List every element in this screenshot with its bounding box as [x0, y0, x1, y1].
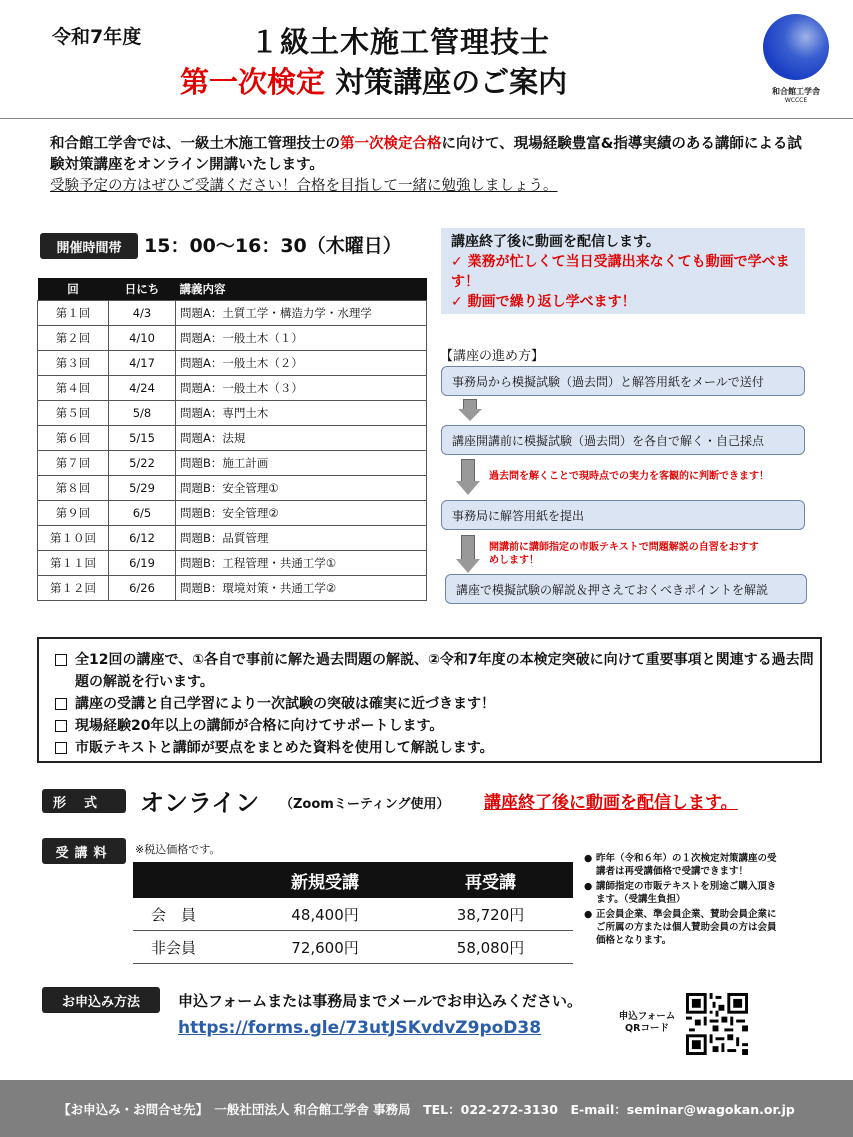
down-arrow-icon: [456, 559, 480, 573]
fee-cell: 非会員: [133, 931, 242, 964]
fee-side-text: 正会員企業、準会員企業、賛助会員企業にご所属の方または個人賛助会員の方は会員価格となります。: [596, 909, 777, 946]
table-row: [38, 326, 427, 351]
table-row: [38, 476, 427, 501]
checkbox-square-icon: [55, 698, 67, 710]
down-arrow-icon: [458, 409, 482, 421]
format-video-note: 講座終了後に動画を配信します。: [484, 793, 738, 813]
fee-col-header: 再受講: [408, 862, 573, 898]
list-item: [584, 908, 784, 947]
fee-side-notes: [584, 852, 784, 949]
time-label: 開催時間帯: [40, 233, 138, 259]
schedule-cell: 第８回: [38, 476, 109, 501]
time-value: 15：00～16：30（木曜日）: [144, 235, 402, 257]
table-row: [38, 576, 427, 601]
schedule-cell: 第３回: [38, 351, 109, 376]
table-row: [38, 301, 427, 326]
intro: [50, 134, 810, 197]
subtitle-rest: 対策講座のご案内: [335, 65, 568, 99]
schedule-cell: 問題A：一般土木（３）: [176, 376, 427, 401]
fee-label: 受講料: [42, 838, 126, 864]
schedule-cell: 6/5: [109, 501, 176, 526]
bullet-icon: ●: [584, 909, 593, 920]
logo: [760, 14, 832, 104]
schedule-cell: 問題B：環境対策・共通工学②: [176, 576, 427, 601]
schedule-cell: 問題A：一般土木（２）: [176, 351, 427, 376]
schedule-cell: 問題A：一般土木（１）: [176, 326, 427, 351]
flow-step-1: 事務局から模擬試験（過去問）と解答用紙をメールで送付: [441, 366, 805, 396]
page-subtitle: [180, 60, 567, 101]
col-header: 日にち: [109, 278, 176, 301]
schedule-cell: 第１１回: [38, 551, 109, 576]
table-row: [38, 551, 427, 576]
table-row: [133, 898, 573, 931]
schedule-cell: 問題B：安全管理②: [176, 501, 427, 526]
logo-abbr: WCCCE: [784, 97, 808, 104]
table-row: [133, 931, 573, 964]
qr-label: 申込フォーム QRコード: [618, 1011, 676, 1034]
schedule-cell: 5/15: [109, 426, 176, 451]
format-sub: （Zoomミーティング使用）: [280, 797, 450, 812]
logo-circle-icon: [763, 14, 829, 80]
video-info-box: [441, 228, 805, 314]
schedule-cell: 4/17: [109, 351, 176, 376]
schedule-cell: 5/22: [109, 451, 176, 476]
apply-link[interactable]: https://forms.gle/73utJSKvdvZ9poD38: [178, 1018, 542, 1038]
point-text: 現場経験20年以上の講師が合格に向けてサポートします。: [75, 718, 444, 734]
fee-cell: 会 員: [133, 898, 242, 931]
point-item: [55, 649, 820, 693]
fee-cell: 48,400円: [242, 898, 408, 931]
table-row: [38, 351, 427, 376]
video-item: ✓ 業務が忙しくて当日受講出来なくても動画で学べます！: [451, 254, 790, 290]
fee-note: ※税込価格です。: [135, 843, 221, 856]
qr-code-icon[interactable]: [686, 993, 748, 1055]
schedule-cell: 問題B：工程管理・共通工学①: [176, 551, 427, 576]
down-arrow-icon: [461, 535, 475, 561]
video-head: 講座終了後に動画を配信します。: [451, 234, 660, 250]
schedule-cell: 第９回: [38, 501, 109, 526]
table-row: [38, 526, 427, 551]
schedule-cell: 問題A：専門土木: [176, 401, 427, 426]
schedule-cell: 問題B：安全管理①: [176, 476, 427, 501]
schedule-cell: 問題B：施工計画: [176, 451, 427, 476]
subtitle-red: 第一次検定: [180, 65, 326, 99]
list-item: [584, 852, 784, 878]
schedule-cell: 4/3: [109, 301, 176, 326]
table-row: [38, 376, 427, 401]
fee-side-text: 講師指定の市販テキストを別途ご購入頂きます。（受講生負担）: [596, 881, 777, 905]
point-text: 講座の受講と自己学習により一次試験の突破は確実に近づきます！: [75, 696, 495, 712]
apply-text: 申込フォームまたは事務局までメールでお申込みください。: [178, 992, 582, 1010]
col-header: 講義内容: [176, 278, 427, 301]
intro-text-b: に向けて、現場経験豊富&指導実績のある講師による試験対策講座をオンライン開講いたします。: [50, 136, 802, 173]
point-item: [55, 737, 820, 759]
schedule-cell: 4/10: [109, 326, 176, 351]
point-item: [55, 715, 820, 737]
fee-cell: 72,600円: [242, 931, 408, 964]
fee-col-header: [133, 862, 242, 898]
intro-text-red: 第一次検定合格: [340, 136, 442, 152]
intro-text-a: 和合館工学舎では、一級土木施工管理技士の: [50, 136, 340, 152]
footer: 【お申込み・お問合せ先】 一般社団法人 和合館工学舎 事務局 TEL：022-272-3130 E-mail：seminar@wagokan.or.jp: [0, 1080, 853, 1137]
schedule-cell: 4/24: [109, 376, 176, 401]
schedule-cell: 第１回: [38, 301, 109, 326]
schedule-cell: 問題B：品質管理: [176, 526, 427, 551]
bullet-icon: ●: [584, 853, 593, 864]
schedule-cell: 第７回: [38, 451, 109, 476]
checkbox-square-icon: [55, 742, 67, 754]
list-item: [584, 880, 784, 906]
point-text: 市販テキストと講師が要点をまとめた資料を使用して解説します。: [75, 740, 494, 756]
schedule-table: [37, 278, 427, 601]
schedule-cell: 第１０回: [38, 526, 109, 551]
page-title: １級土木施工管理技士: [250, 25, 551, 59]
schedule-cell: 第６回: [38, 426, 109, 451]
fee-col-header: 新規受講: [242, 862, 408, 898]
schedule-cell: 第１２回: [38, 576, 109, 601]
checkbox-square-icon: [55, 720, 67, 732]
table-row: [38, 451, 427, 476]
table-row: [38, 501, 427, 526]
format-label: 形式: [42, 789, 126, 813]
fee-cell: 58,080円: [408, 931, 573, 964]
logo-name: 和合館工学舎: [772, 87, 820, 96]
fee-cell: 38,720円: [408, 898, 573, 931]
checkbox-square-icon: [55, 654, 67, 666]
fee-table: [133, 862, 573, 964]
schedule-cell: 問題A：土質工学・構造力学・水理学: [176, 301, 427, 326]
schedule-cell: 5/29: [109, 476, 176, 501]
flow-step-2: 講座開講前に模擬試験（過去問）を各自で解く・自己採点: [441, 425, 805, 455]
schedule-cell: 第５回: [38, 401, 109, 426]
flow-step-3: 事務局に解答用紙を提出: [441, 500, 805, 530]
fee-side-text: 昨年（令和６年）の１次検定対策講座の受講者は再受講価格で受講できます！: [596, 853, 777, 877]
schedule-cell: 5/8: [109, 401, 176, 426]
apply-label: お申込み方法: [42, 987, 160, 1013]
intro-text-2: 受験予定の方はぜひご受講ください！合格を目指して一緒に勉強しましょう。: [50, 178, 558, 194]
point-item: [55, 693, 820, 715]
schedule-cell: 第４回: [38, 376, 109, 401]
schedule-cell: 問題A：法規: [176, 426, 427, 451]
flow-note-3: 開講前に講師指定の市販テキストで問題解説の自習をおすすめします！: [489, 542, 759, 566]
points-box: [37, 637, 822, 763]
bullet-icon: ●: [584, 881, 593, 892]
fiscal-year: 令和7年度: [52, 26, 142, 48]
schedule-cell: 6/19: [109, 551, 176, 576]
divider: [0, 118, 853, 119]
table-row: [38, 426, 427, 451]
flow-note-2: 過去問を解くことで現時点での実力を客観的に判断できます！: [489, 471, 769, 482]
schedule-cell: 第２回: [38, 326, 109, 351]
flow-step-4: 講座で模擬試験の解説＆押さえておくべきポイントを解説: [445, 574, 807, 604]
schedule-cell: 6/26: [109, 576, 176, 601]
down-arrow-icon: [456, 481, 480, 495]
down-arrow-icon: [461, 459, 475, 483]
col-header: 回: [38, 278, 109, 301]
format-main: オンライン: [140, 789, 260, 817]
schedule-cell: 6/12: [109, 526, 176, 551]
video-item: ✓ 動画で繰り返し学べます！: [451, 294, 636, 310]
flow-heading: 【講座の進め方】: [440, 349, 545, 364]
table-row: [38, 401, 427, 426]
point-text: 全12回の講座で、①各自で事前に解た過去問題の解説、②令和7年度の本検定突破に向けて重要事項と関連する過去問題の解説を行います。: [75, 652, 814, 690]
